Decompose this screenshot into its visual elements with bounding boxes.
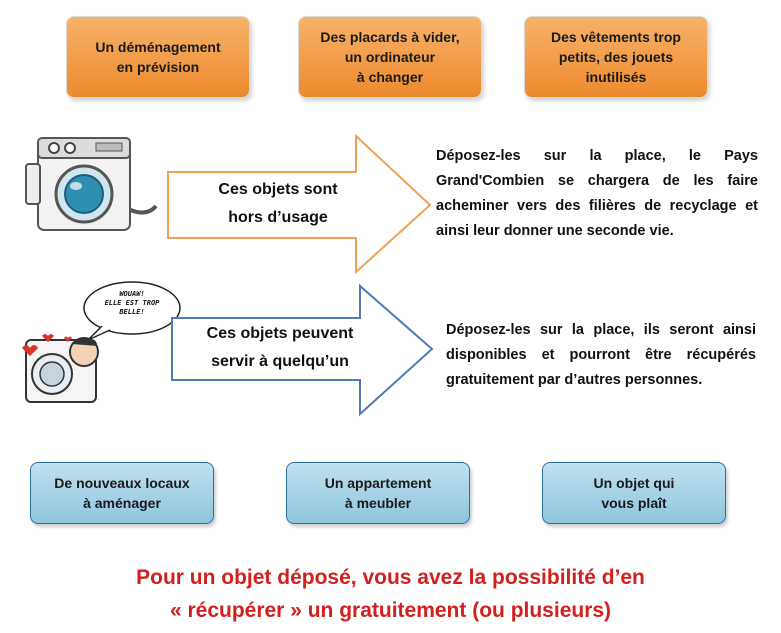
top-box-clothes: Des vêtements trop petits, des jouets inutilisés: [524, 16, 708, 98]
arrow-label-reusable: Ces objets peuvent servir à quelqu’un: [206, 325, 354, 370]
top-box-closets: Des placards à vider, un ordinateur à changer: [298, 16, 482, 98]
bottom-box-premises: De nouveaux locaux à aménager: [30, 462, 214, 524]
top-box-move: Un déménagement en prévision: [66, 16, 250, 98]
bottom-box-apartment: Un appartement à meubler: [286, 462, 470, 524]
description-reuse: Déposez-les sur la place, ils seront ainsi disponibles et pourront être récupérés gratuitement par d’autres personnes.: [446, 322, 756, 388]
footer-line-1: Pour un objet déposé, vous avez la possibilité d’en: [136, 566, 645, 589]
arrow-label-out-of-use: Ces objets sont hors d’usage: [218, 181, 338, 226]
speech-bubble-text: WOUAW! ELLE EST TROP BELLE!: [104, 290, 160, 316]
bottom-box-object: Un objet qui vous plaît: [542, 462, 726, 524]
description-recycling: Déposez-les sur la place, le Pays Grand'Combien se chargera de les faire acheminer vers des filières de recyclage et ainsi leur donner une seconde vie.: [436, 148, 758, 239]
footer-message: [0, 561, 781, 627]
footer-line-2: « récupérer » un gratuitement (ou plusieurs): [169, 599, 612, 622]
